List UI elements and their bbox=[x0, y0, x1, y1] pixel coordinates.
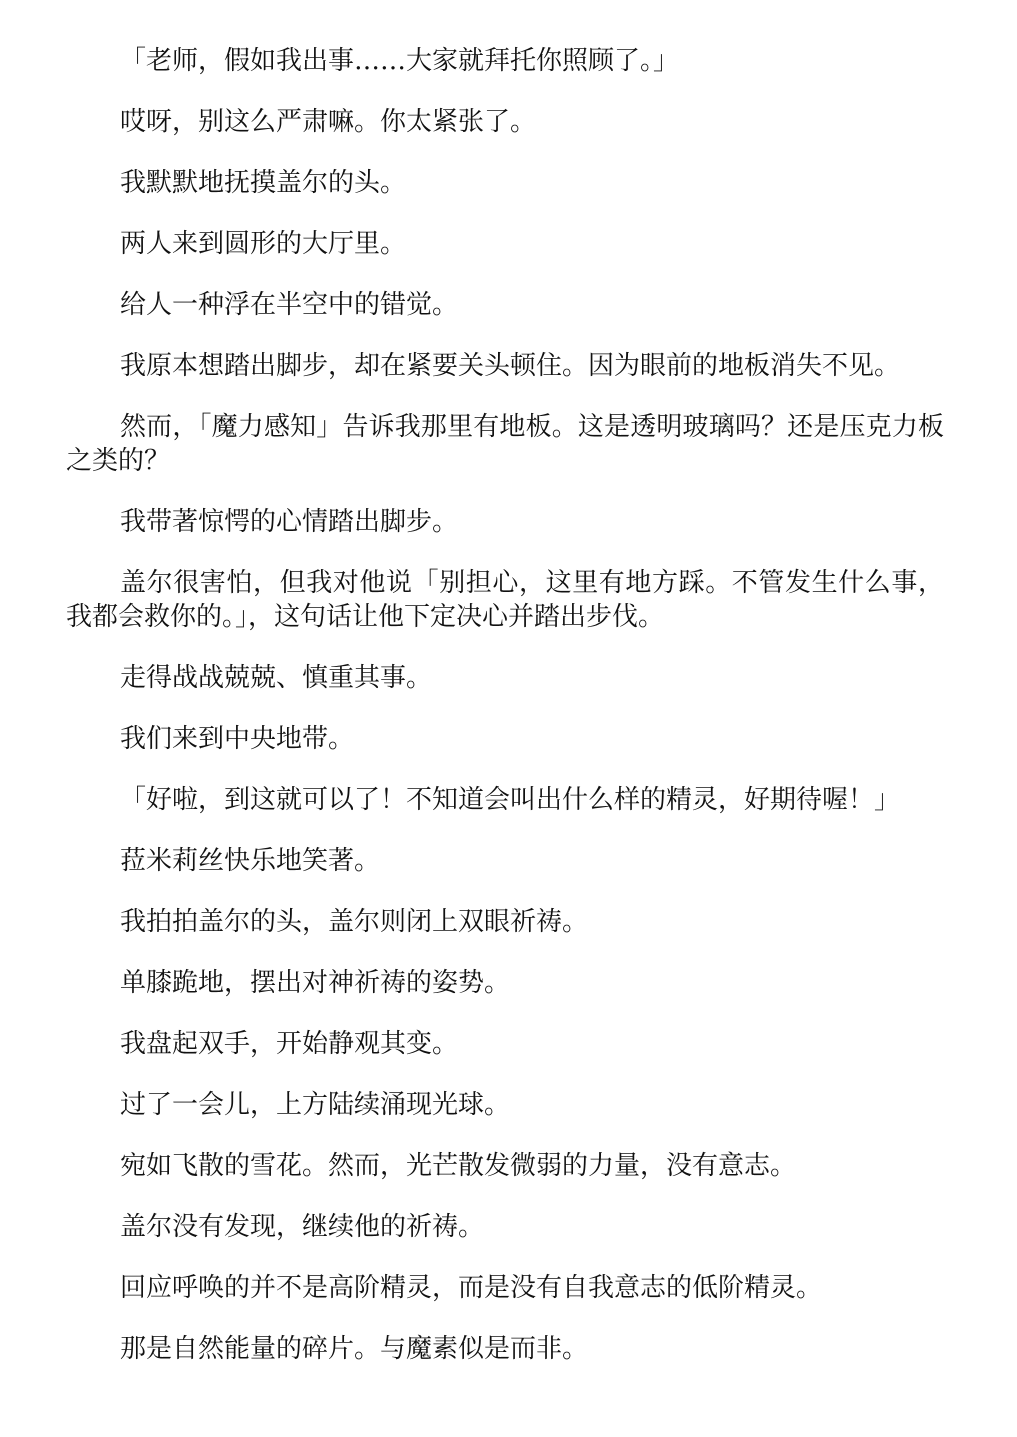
paragraph: 盖尔很害怕，但我对他说「别担心，这里有地方踩。不管发生什么事，我都会救你的。」，这句话让他下定决心并踏出步伐。 bbox=[66, 568, 944, 632]
paragraph: 回应呼唤的并不是高阶精灵，而是没有自我意志的低阶精灵。 bbox=[120, 1273, 823, 1303]
paragraph: 菈米莉丝快乐地笑著。 bbox=[120, 846, 381, 876]
paragraph: 我拍拍盖尔的头，盖尔则闭上双眼祈祷。 bbox=[120, 907, 589, 937]
paragraph: 那是自然能量的碎片。与魔素似是而非。 bbox=[120, 1334, 589, 1364]
paragraph: 我盘起双手，开始静观其变。 bbox=[120, 1029, 459, 1059]
paragraph: 我带著惊愕的心情踏出脚步。 bbox=[120, 507, 459, 537]
paragraph: 我们来到中央地带。 bbox=[120, 724, 355, 754]
paragraph: 「老师，假如我出事……大家就拜托你照顾了。」 bbox=[120, 46, 680, 76]
paragraph: 过了一会儿，上方陆续涌现光球。 bbox=[120, 1090, 511, 1120]
paragraph: 我默默地抚摸盖尔的头。 bbox=[120, 168, 407, 198]
paragraph: 我原本想踏出脚步，却在紧要关头顿住。因为眼前的地板消失不见。 bbox=[120, 351, 901, 381]
paragraph: 单膝跪地，摆出对神祈祷的姿势。 bbox=[120, 968, 511, 998]
paragraph: 盖尔没有发现，继续他的祈祷。 bbox=[120, 1212, 485, 1242]
paragraph: 然而，「魔力感知」告诉我那里有地板。这是透明玻璃吗？还是压克力板之类的？ bbox=[66, 412, 944, 476]
paragraph: 哎呀，别这么严肃嘛。你太紧张了。 bbox=[120, 107, 537, 137]
document-page bbox=[66, 44, 944, 1393]
paragraph: 两人来到圆形的大厅里。 bbox=[120, 229, 407, 259]
paragraph: 走得战战兢兢、慎重其事。 bbox=[120, 663, 433, 693]
paragraph: 宛如飞散的雪花。然而，光芒散发微弱的力量，没有意志。 bbox=[120, 1151, 797, 1181]
paragraph: 给人一种浮在半空中的错觉。 bbox=[120, 290, 459, 320]
paragraph: 「好啦，到这就可以了！不知道会叫出什么样的精灵，好期待喔！」 bbox=[120, 785, 901, 815]
